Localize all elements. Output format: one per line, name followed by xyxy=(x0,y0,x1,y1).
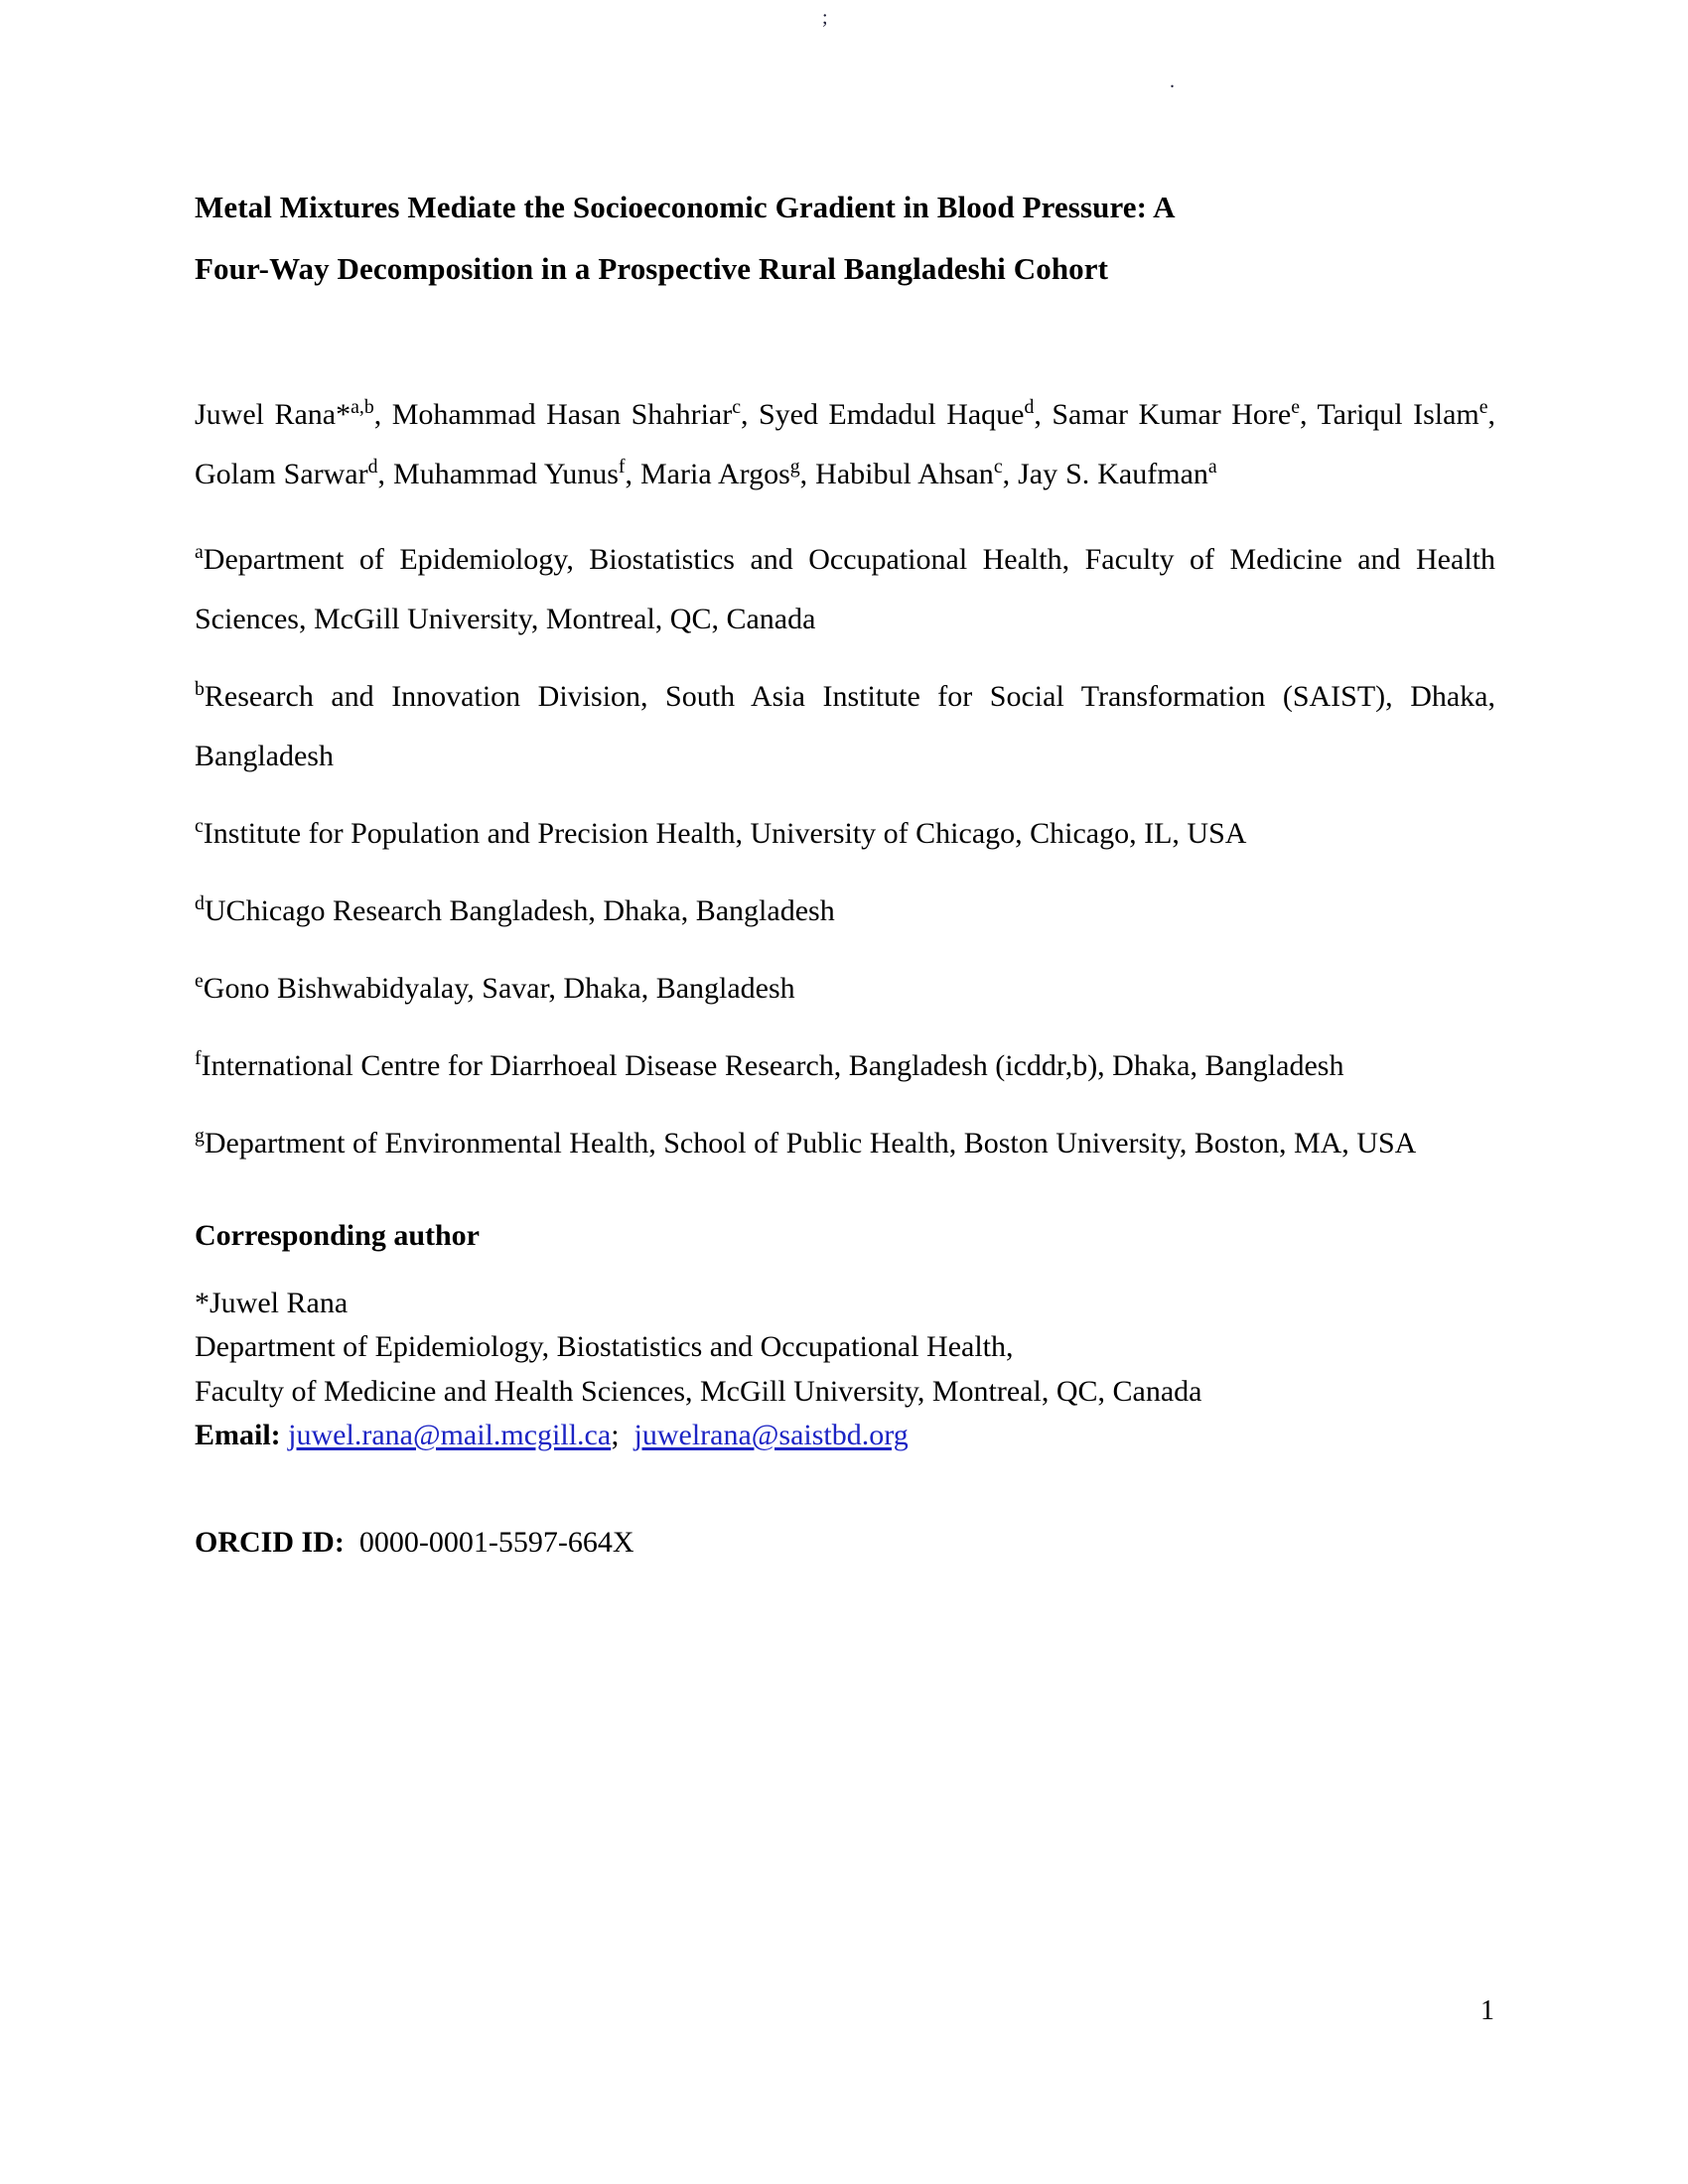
orcid-block xyxy=(195,1458,1495,1565)
affiliation-text: International Centre for Diarrhoeal Disease Research, Bangladesh (icddr,b), Dhaka, Bangladesh xyxy=(201,1049,1344,1082)
author-name: Muhammad Yunus$^f$ xyxy=(393,456,626,490)
scan-artifact-top-icon: ; xyxy=(822,7,828,29)
scan-artifact-right-icon: . xyxy=(1170,70,1175,92)
email-label: Email: xyxy=(195,1419,281,1452)
author-name: Habibul Ahsan$^c$ xyxy=(815,456,1003,490)
affiliation-label: d xyxy=(195,892,205,914)
page-title xyxy=(195,0,1495,300)
affiliation-text: Gono Bishwabidyalay, Savar, Dhaka, Bangladesh xyxy=(203,972,795,1005)
author-name: Jay S. Kaufman$^a$ xyxy=(1018,456,1217,490)
author-affiliation-marker: a,b xyxy=(351,396,374,418)
author-name: Golam Sarwar$^d$ xyxy=(195,456,378,490)
affiliation-label: a xyxy=(195,541,204,563)
author-name: Tariqul Islam$^e$ xyxy=(1317,396,1488,431)
author-affiliation-marker: c xyxy=(993,456,1003,478)
corresponding-author-name: *Juwel Rana xyxy=(195,1287,349,1319)
affiliation-item xyxy=(195,1036,1495,1096)
affiliation-text: Institute for Population and Precision Health, University of Chicago, Chicago, IL, USA xyxy=(203,817,1247,850)
affiliation-item xyxy=(195,882,1495,941)
title-line-2: Four-Way Decomposition in a Prospective Rural Bangladeshi Cohort xyxy=(195,251,1109,286)
author-name: Maria Argos$^g$ xyxy=(640,456,800,490)
corresponding-author-block xyxy=(195,1173,1495,1458)
corresponding-author-email-line xyxy=(195,1414,1495,1457)
email-link-secondary[interactable]: juwelrana@saistbd.org xyxy=(633,1419,909,1452)
affiliation-label: f xyxy=(195,1047,202,1069)
author-name: Samar Kumar Hore$^e$ xyxy=(1052,396,1301,431)
orcid-value: 0000-0001-5597-664X xyxy=(358,1525,634,1559)
affiliation-label: b xyxy=(195,678,205,700)
affiliation-text: UChicago Research Bangladesh, Dhaka, Bangladesh xyxy=(204,894,835,927)
author-affiliation-marker: e xyxy=(1291,396,1301,418)
author-affiliation-marker: c xyxy=(732,396,741,418)
corresponding-author-department: Department of Epidemiology, Biostatistics and Occupational Health, xyxy=(195,1330,1014,1364)
affiliation-label: e xyxy=(195,970,204,992)
email-separator: ; xyxy=(611,1419,620,1452)
affiliation-text: Department of Environmental Health, School of Public Health, Boston University, Boston, MA, USA xyxy=(204,1127,1417,1160)
affiliation-text: Department of Epidemiology, Biostatistics and Occupational Health, Faculty of Medicine and Health Sciences, McGill University, Montreal, QC, Canada xyxy=(195,543,1495,635)
corresponding-author-heading: Corresponding author xyxy=(195,1219,480,1252)
title-line-1: Metal Mixtures Mediate the Socioeconomic Gradient in Blood Pressure: A xyxy=(195,190,1176,224)
affiliation-label: c xyxy=(195,815,204,837)
affiliation-item xyxy=(195,530,1495,649)
orcid-label: ORCID ID: xyxy=(195,1525,345,1559)
affiliation-item xyxy=(195,1114,1495,1173)
author-name: Syed Emdadul Haque$^d$ xyxy=(758,396,1035,431)
corresponding-author-institution: Faculty of Medicine and Health Sciences, McGill University, Montreal, QC, Canada xyxy=(195,1374,1202,1408)
author-affiliation-marker: d xyxy=(367,456,378,478)
affiliation-item xyxy=(195,804,1495,864)
author-affiliation-marker: e xyxy=(1478,396,1488,418)
author-name: Mohammad Hasan Shahriar$^c$ xyxy=(391,396,741,431)
author-affiliation-marker: d xyxy=(1024,396,1035,418)
affiliation-label: g xyxy=(195,1125,205,1147)
affiliation-list xyxy=(195,504,1495,1173)
affiliation-text: Research and Innovation Division, South Asia Institute for Social Transformation (SAIST), Dhaka, Bangladesh xyxy=(195,680,1495,772)
author-name: Juwel Rana*$^{a,b}$ xyxy=(195,396,374,431)
author-list: Juwel Rana*$^{a,b}$, Mohammad Hasan Shahriar$^c$, Syed Emdadul Haque$^d$, Samar Kumar Hore$^e$, Tariqul Islam$^e$, Golam Sarwar$^d$, Muhammad Yunus$^f$, Maria Argos$^g$, Habibul Ahsan$^c$, Jay S. Kaufman$^a$ xyxy=(195,396,1496,490)
affiliation-item xyxy=(195,667,1495,786)
author-affiliation-marker: a xyxy=(1207,456,1217,478)
author-affiliation-marker: g xyxy=(789,456,800,478)
affiliation-item xyxy=(195,959,1495,1019)
author-affiliation-marker: f xyxy=(618,456,626,478)
page-number: 1 xyxy=(1480,1995,1494,2026)
email-link-primary[interactable]: juwel.rana@mail.mcgill.ca xyxy=(288,1419,612,1452)
page-content xyxy=(195,0,1495,1565)
